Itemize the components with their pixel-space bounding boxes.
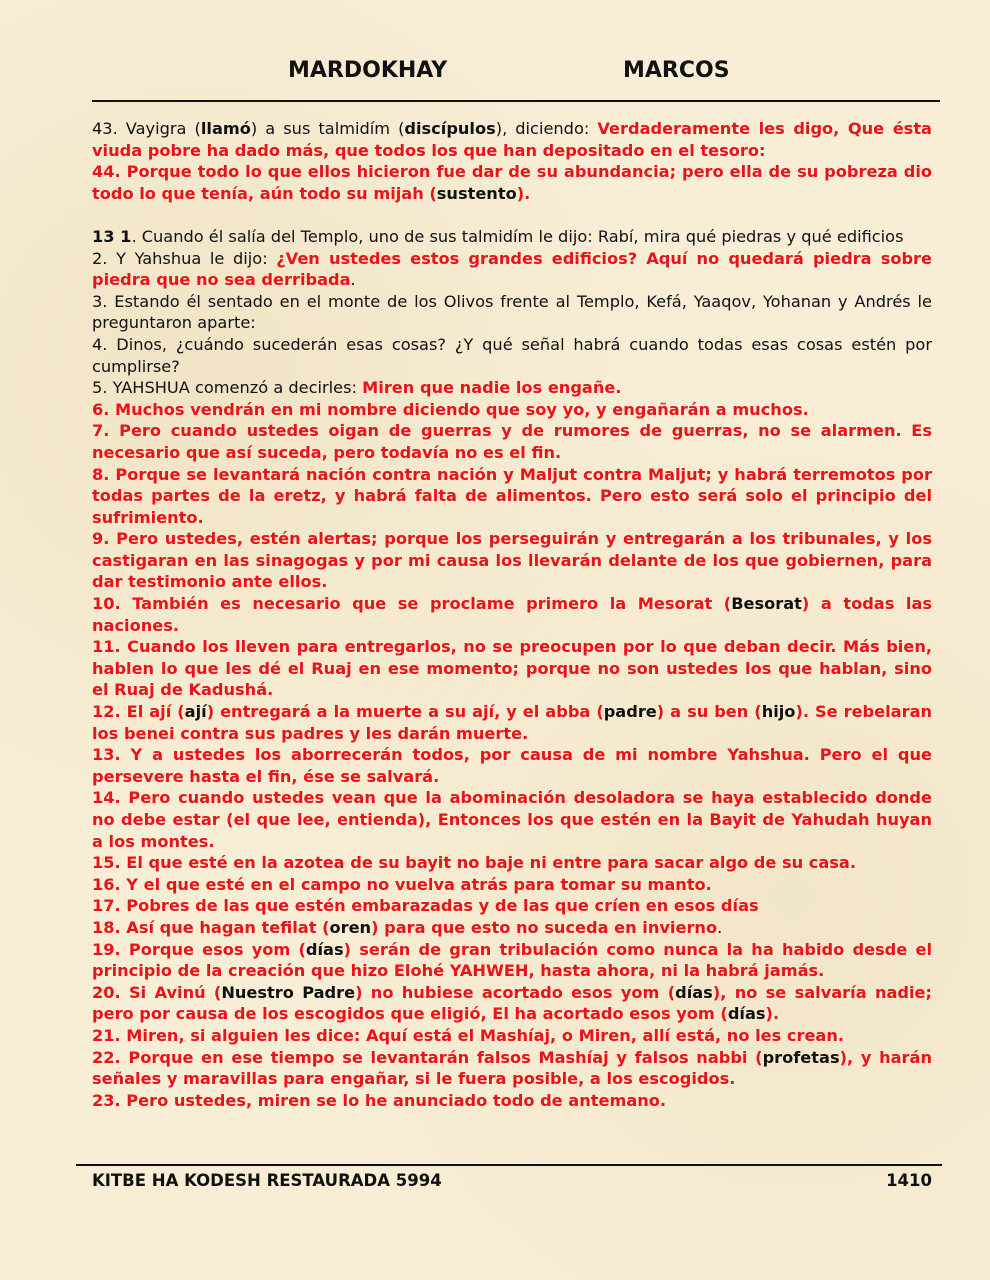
verse-18: 18. Así que hagan tefilat (oren) para que esto no suceda en invierno. (92, 917, 723, 937)
verse-13-1: 13 1. Cuando él salía del Templo, uno de sus talmidím le dijo: Rabí, mira qué piedras y qué edificios (92, 226, 904, 246)
verse-22: 22. Porque en ese tiempo se levantarán falsos Mashíaj y falsos nabbi (profetas), y harán señales y maravillas para engañar, si le fuera posible, a los escogidos. (92, 1047, 932, 1089)
footer-divider (76, 1164, 942, 1166)
verse-11: 11. Cuando los lleven para entregarlos, no se preocupen por lo que deban decir. Más bien, hablen lo que les dé el Ruaj en ese momento; porque no son ustedes los que hablan, sino el Ruaj de Kadushá. (92, 637, 932, 700)
scripture-text (92, 118, 932, 1111)
verse-15: 15. El que esté en la azotea de su bayit no baje ni entre para sacar algo de su casa. (92, 853, 857, 873)
verse-2: 2. Y Yahshua le dijo: ¿Ven ustedes estos grandes edificios? Aquí no quedará piedra sobre piedra que no sea derribada. (92, 248, 932, 290)
verse-20: 20. Si Avinú (Nuestro Padre) no hubiese acortado esos yom (días), no se salvaría nadie; pero por causa de los escogidos que eligió, El ha acortado esos yom (días). (92, 982, 932, 1024)
verse-6: 6. Muchos vendrán en mi nombre diciendo que soy yo, y engañarán a muchos. (92, 399, 809, 419)
verse-14: 14. Pero cuando ustedes vean que la abominación desoladora se haya establecido donde no debe estar (el que lee, entienda), Entonces los que estén en la Bayit de Yahudah huyan a los montes. (92, 788, 932, 851)
verse-17: 17. Pobres de las que estén embarazadas y de las que críen en esos días (92, 896, 759, 916)
header-gospel-title: MARCOS (623, 58, 730, 83)
verse-21: 21. Miren, si alguien les dice: Aquí está el Mashíaj, o Miren, allí está, no les crean. (92, 1025, 845, 1045)
footer-edition: KITBE HA KODESH RESTAURADA 5994 (92, 1171, 442, 1190)
verse-12: 12. El ají (ají) entregará a la muerte a su ají, y el abba (padre) a su ben (hijo). Se rebelaran los benei contra sus padres y les darán muerte. (92, 702, 933, 743)
verse-7: 7. Pero cuando ustedes oigan de guerras y de rumores de guerras, no se alarmen. Es necesario que así suceda, pero todavía no es el fin. (92, 421, 932, 462)
verse-9: 9. Pero ustedes, estén alertas; porque los perseguirán y entregarán a los tribunales, y los castigaran en las sinagogas y por mi causa los llevarán delante de los que gobiernen, para dar testimonio ante ellos. (92, 529, 932, 592)
page-number: 1410 (886, 1171, 932, 1190)
verse-10: 10. También es necesario que se proclame primero la Mesorat (Besorat) a todas las naciones. (92, 594, 933, 635)
header-divider (92, 100, 940, 102)
header-book-title: MARDOKHAY (288, 58, 448, 83)
verse-8: 8. Porque se levantará nación contra nación y Maljut contra Maljut; y habrá terremotos por todas partes de la eretz, y habrá falta de alimentos. Pero esto será solo el principio del sufrimiento. (92, 464, 932, 527)
verse-23: 23. Pero ustedes, miren se lo he anunciado todo de antemano. (92, 1090, 667, 1110)
verse-43: 43. Vayigra (llamó) a sus talmidím (discípulos), diciendo: Verdaderamente les digo, Que ésta viuda pobre ha dado más, que todos los que han depositado en el tesoro: (92, 119, 932, 160)
verse-3: 3. Estando él sentado en el monte de los Olivos frente al Templo, Kefá, Yaaqov, Yohanan y Andrés le preguntaron aparte: (92, 291, 932, 333)
page-header (92, 58, 940, 90)
verse-16: 16. Y el que esté en el campo no vuelva atrás para tomar su manto. (92, 874, 712, 894)
verse-4: 4. Dinos, ¿cuándo sucederán esas cosas? ¿Y qué señal habrá cuando todas esas cosas estén por cumplirse? (92, 334, 932, 376)
verse-44: 44. Porque todo lo que ellos hicieron fue dar de su abundancia; pero ella de su pobreza dio todo lo que tenía, aún todo su mijah (sustento). (92, 162, 932, 203)
verse-13: 13. Y a ustedes los aborrecerán todos, por causa de mi nombre Yahshua. Pero el que persevere hasta el fin, ése se salvará. (92, 745, 932, 786)
verse-5: 5. YAHSHUA comenzó a decirles: Miren que nadie los engañe. (92, 378, 622, 398)
paragraph-gap (92, 204, 932, 226)
verse-19: 19. Porque esos yom (días) serán de gran tribulación como nunca la ha habido desde el principio de la creación que hizo Elohé YAHWEH, hasta ahora, ni la habrá jamás. (92, 939, 932, 981)
